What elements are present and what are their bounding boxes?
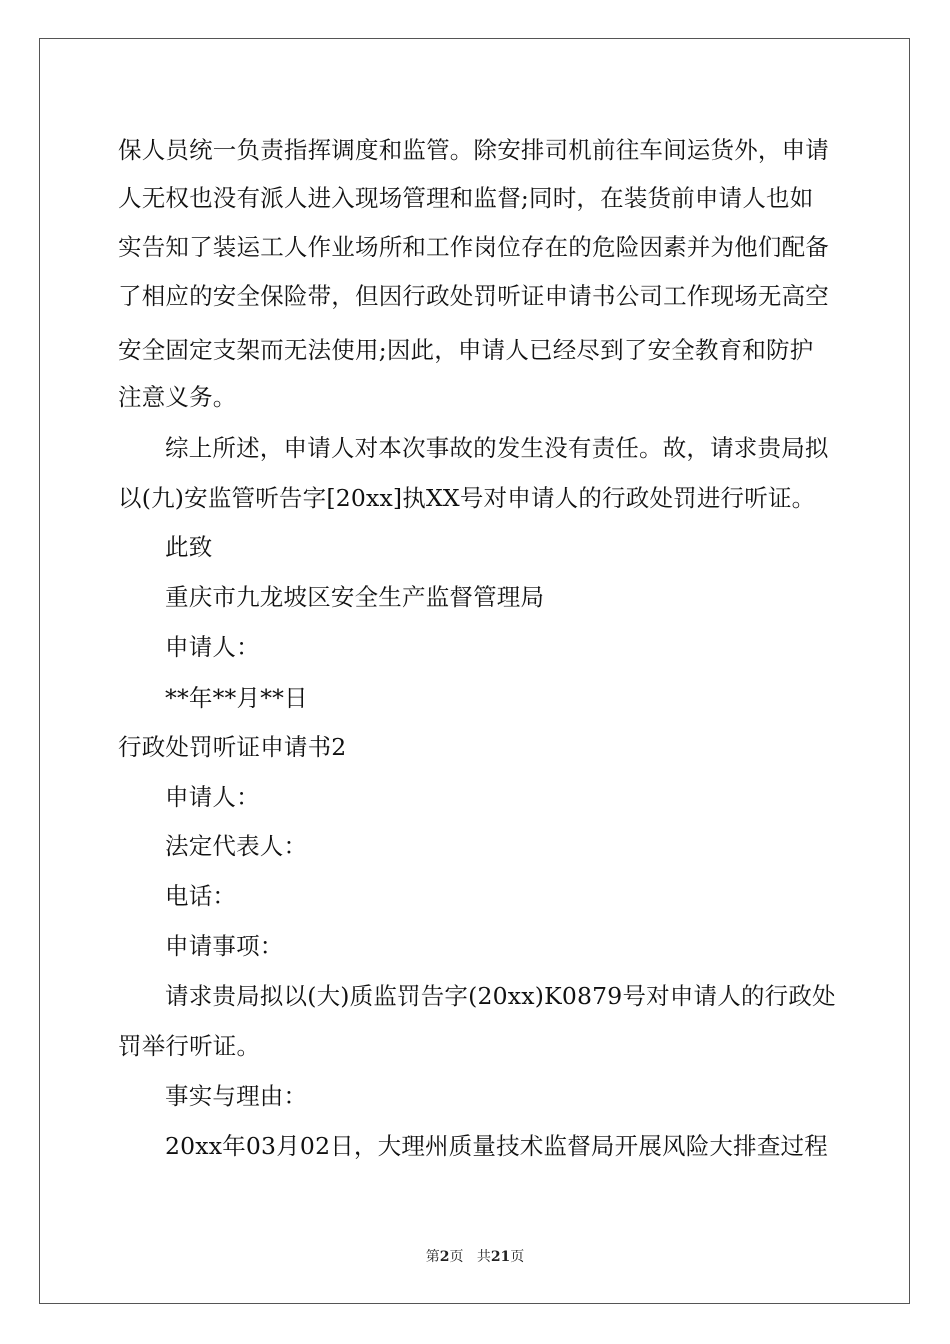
legal-rep-label: 法定代表人： <box>165 832 308 860</box>
page-footer <box>0 1248 950 1266</box>
body-line: 安全固定支架而无法使用;因此，申请人已经尽到了安全教育和防护 <box>118 336 814 364</box>
page-prefix: 第 <box>425 1249 440 1265</box>
body-line: 了相应的安全保险带，但因行政处罚听证申请书公司工作现场无高空 <box>118 282 829 310</box>
body-line: 20xx年03月02日，大理州质量技术监督局开展风险大排查过程 <box>165 1132 828 1160</box>
recipient: 重庆市九龙坡区安全生产监督管理局 <box>165 583 545 611</box>
body-line: 保人员统一负责指挥调度和监管。除安排司机前往车间运货外，申请 <box>118 136 829 164</box>
facts-label: 事实与理由： <box>165 1082 308 1110</box>
total-prefix: 共 <box>476 1249 491 1265</box>
body-line: 实告知了装运工人作业场所和工作岗位存在的危险因素并为他们配备 <box>118 233 829 261</box>
body-line: 以(九)安监管听告字[20xx]执XX号对申请人的行政处罚进行听证。 <box>118 484 816 512</box>
body-line: 请求贵局拟以(大)质监罚告字(20xx)K0879号对申请人的行政处 <box>165 982 836 1010</box>
total-pages: 21 <box>490 1249 511 1265</box>
salutation: 此致 <box>165 533 213 561</box>
body-line: 罚举行听证。 <box>118 1032 261 1060</box>
page-border <box>39 38 910 1304</box>
total-suffix: 页 <box>510 1249 525 1265</box>
applicant-label: 申请人： <box>165 633 260 661</box>
section-title: 行政处罚听证申请书2 <box>118 733 347 761</box>
applicant-label: 申请人： <box>165 783 260 811</box>
date-line: **年**月**日 <box>165 684 308 712</box>
page-suffix: 页 <box>449 1249 464 1265</box>
body-line: 综上所述，申请人对本次事故的发生没有责任。故，请求贵局拟 <box>165 434 829 462</box>
request-label: 申请事项： <box>165 932 284 960</box>
body-line: 注意义务。 <box>118 383 237 411</box>
page-number: 2 <box>439 1249 450 1265</box>
body-line: 人无权也没有派人进入现场管理和监督;同时，在装货前申请人也如 <box>118 184 814 212</box>
phone-label: 电话： <box>165 882 237 910</box>
